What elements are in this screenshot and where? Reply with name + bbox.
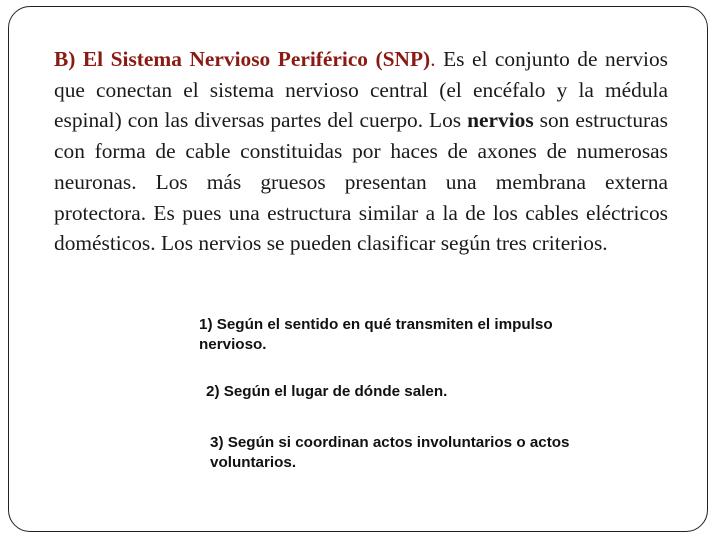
section-heading: B) El Sistema Nervioso Periférico (SNP) [54,47,431,71]
paragraph-text-part-1: Es el conjunto de nervios que conectan el sistema nervioso central (el encéfalo y la médula espinal) con las diversas partes del cuerpo. Los [54,47,668,133]
criterion-item-3: 3) Según si coordinan actos involuntarios o actos voluntarios. [210,433,590,473]
paragraph-text-part-2: son estructuras con forma de cable constituidas por haces de axones de numerosas neuronas. Los más gruesos presentan una membrana externa protectora. Es pues una estructura similar a la de los cables eléctricos domésticos. Los nervios se pueden clasificar según tres criterios. [54,108,668,256]
criterion-item-2: 2) Según el lugar de dónde salen. [206,382,536,402]
bold-term-nervios: nervios [467,108,534,133]
heading-punctuation: . [430,47,436,71]
main-paragraph [54,44,668,259]
criterion-item-1: 1) Según el sentido en qué transmiten el impulso nervioso. [199,315,569,355]
